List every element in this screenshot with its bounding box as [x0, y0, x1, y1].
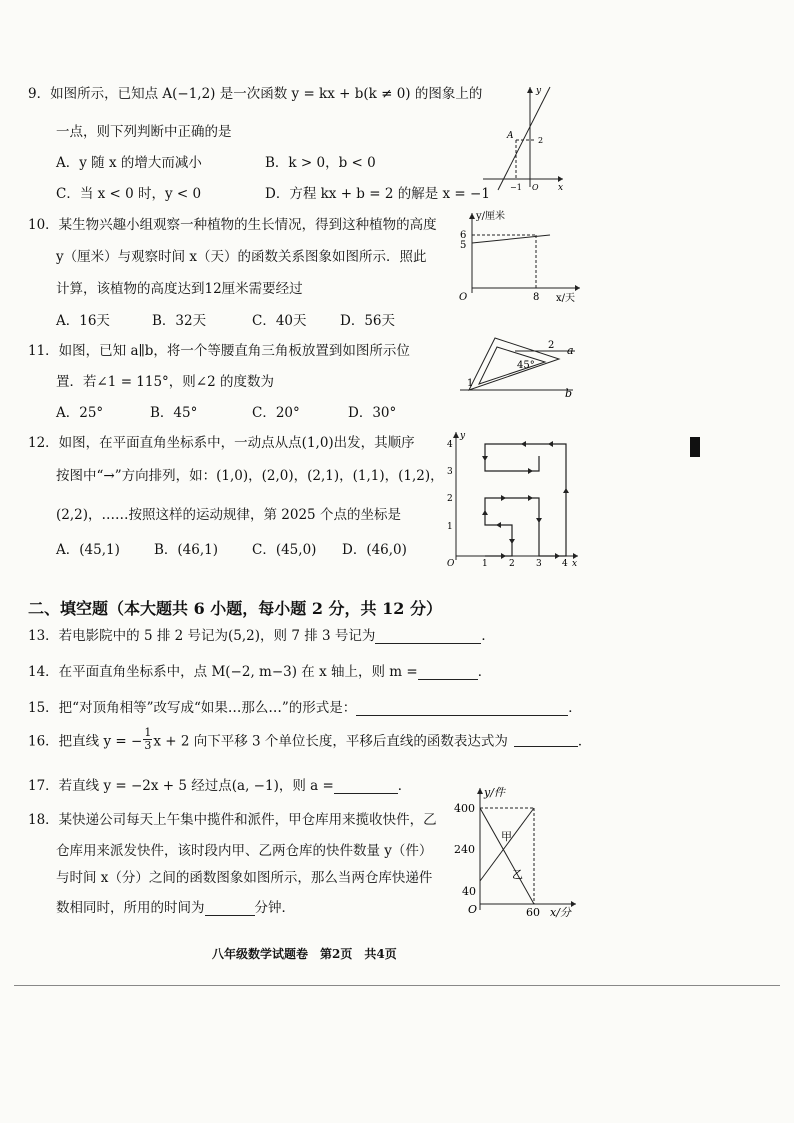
q12-y-tick-4: 4 — [447, 440, 453, 450]
q18-origin: O — [468, 903, 478, 916]
q13-blank — [375, 629, 481, 644]
q12-line3: (2,2)，……按照这样的运动规律，第 2025 个点的坐标是 — [56, 507, 401, 523]
q9-origin: O — [532, 183, 539, 192]
q18-x-label: x/分 — [550, 906, 571, 919]
q18-line1: 18．某快递公司每天上午集中揽件和派件，甲仓库用来揽收快件，乙 — [28, 812, 437, 828]
q10-x-label: x/天 — [556, 293, 576, 304]
q15-period: ． — [568, 700, 582, 716]
q11-option-a: A．25° — [56, 405, 104, 421]
q12-graph — [444, 428, 584, 568]
q17-blank — [334, 779, 398, 794]
q12-y-tick-1: 1 — [447, 522, 453, 532]
q9-option-a: A．y 随 x 的增大而减小 — [56, 155, 202, 171]
q16-fraction — [143, 727, 152, 752]
q10-x-tick: 8 — [533, 292, 540, 303]
q18-line4 — [56, 896, 295, 916]
q10-graph — [452, 205, 592, 305]
q18-line2: 仓库用来派发快件，该时段内甲、乙两仓库的快件数量 y（件） — [56, 843, 433, 859]
q9-option-d: D．方程 kx + b = 2 的解是 x = −1 — [265, 186, 490, 202]
q10-line2: y（厘米）与观察时间 x（天）的函数关系图象如图所示．照此 — [56, 249, 427, 265]
q12-x-label: x — [572, 559, 578, 568]
q18-y-240: 240 — [454, 843, 475, 856]
q13-text: 13．若电影院中的 5 排 2 号记为(5,2)，则 7 排 3 号记为 — [28, 628, 376, 644]
q11-label-a: a — [567, 344, 574, 357]
q12-y-label: y — [460, 431, 466, 441]
q16-blank — [514, 732, 578, 747]
q12-x-tick-3: 3 — [536, 559, 542, 568]
scan-bottom-rule — [14, 985, 780, 986]
q12-x-tick-2: 2 — [509, 559, 515, 568]
q12-origin: O — [447, 559, 455, 568]
q9-point-label: A — [507, 131, 514, 141]
q15-blank — [356, 701, 568, 716]
q9-x-tick: −1 — [510, 183, 522, 192]
q11-graph — [455, 335, 585, 400]
q14-blank — [418, 665, 478, 680]
q10-y-tick-5: 5 — [460, 240, 467, 251]
q10-line1: 10．某生物兴趣小组观察一种植物的生长情况，得到这种植物的高度 — [28, 217, 437, 233]
q12-x-tick-1: 1 — [482, 559, 488, 568]
q18-line3: 与时间 x（分）之间的函数图象如图所示，那么当两仓库快递件 — [56, 870, 433, 886]
q10-option-d: D．56天 — [340, 313, 396, 329]
q18-y-40: 40 — [462, 885, 476, 898]
q10-line3: 计算，该植物的高度达到12厘米需要经过 — [56, 281, 303, 297]
q10-option-a: A．16天 — [56, 313, 110, 329]
q15-text: 15．把“对顶角相等”改写成“如果…那么…”的形式是： — [28, 700, 357, 716]
q10-y-label: y/厘米 — [476, 211, 506, 222]
q11-label-b: b — [565, 387, 573, 400]
q9-graph — [478, 82, 568, 192]
q15 — [28, 696, 582, 716]
q11-angle1: 1 — [467, 378, 474, 389]
q14-text: 14．在平面直角坐标系中，点 M(−2, m−3) 在 x 轴上，则 m = — [28, 664, 418, 680]
q18-x-60: 60 — [526, 906, 540, 919]
scan-mark — [690, 437, 700, 457]
q17-text: 17．若直线 y = −2x + 5 经过点(a, −1)，则 a = — [28, 778, 334, 794]
page-footer: 八年级数学试题卷 第2页 共4页 — [212, 947, 397, 961]
q11-angle2: 2 — [548, 340, 555, 351]
q9-x-label: x — [558, 183, 564, 192]
q18-y-label: y/件 — [484, 786, 505, 799]
q16-fraction-den: 3 — [144, 739, 152, 752]
q13 — [28, 624, 495, 644]
q11-angle45: 45° — [517, 360, 535, 371]
q16-text-a: 16．把直线 y = − — [28, 733, 143, 750]
q9-option-b: B．k > 0，b < 0 — [265, 155, 376, 171]
q9-y-tick: 2 — [538, 136, 544, 145]
q18-y-400: 400 — [454, 802, 475, 815]
q10-origin: O — [459, 292, 468, 303]
q16-fraction-num: 1 — [144, 726, 152, 739]
q16-text-b: x + 2 向下平移 3 个单位长度，平移后直线的函数表达式为 — [153, 733, 508, 750]
q13-period: ． — [481, 628, 495, 644]
q9-y-label: y — [536, 86, 542, 96]
q9-line2: 一点，则下列判断中正确的是 — [56, 124, 232, 140]
q12-option-a: A．(45,1) — [56, 542, 120, 558]
q18-label-yi: 乙 — [512, 868, 523, 881]
q10-y-tick-6: 6 — [460, 230, 467, 241]
q18-line4-b: 分钟． — [254, 900, 295, 916]
q18-line4-a: 数相同时，所用的时间为 — [56, 900, 205, 916]
q17-period: ． — [397, 778, 412, 794]
q18-blank — [205, 901, 255, 916]
q12-y-tick-2: 2 — [447, 494, 453, 504]
q17 — [28, 774, 411, 794]
q14-period: ． — [477, 664, 492, 680]
q9-line1: 9．如图所示，已知点 A(−1,2) 是一次函数 y = kx + b(k ≠ 0) 的图象上的 — [28, 86, 483, 102]
q10-option-c: C．40天 — [252, 313, 307, 329]
q11-line1: 11．如图，已知 a∥b，将一个等腰直角三角板放置到如图所示位 — [28, 343, 410, 359]
q12-line2: 按图中“→”方向排列，如：(1,0)，(2,0)，(2,1)，(1,1)，(1,2)， — [56, 468, 444, 484]
q12-line1: 12．如图，在平面直角坐标系中，一动点从点(1,0)出发，其顺序 — [28, 435, 415, 451]
q11-option-d: D．30° — [348, 405, 397, 421]
q11-option-b: B．45° — [150, 405, 198, 421]
q18-label-jia: 甲 — [501, 830, 512, 843]
section2-title: 二、填空题（本大题共 6 小题，每小题 2 分，共 12 分） — [28, 599, 442, 618]
q11-option-c: C．20° — [252, 405, 300, 421]
q12-y-tick-3: 3 — [447, 467, 453, 477]
q11-line2: 置．若∠1 = 115°，则∠2 的度数为 — [56, 374, 275, 390]
q12-x-tick-4: 4 — [562, 559, 568, 568]
q12-option-c: C．(45,0) — [252, 542, 317, 558]
q9-option-c: C．当 x < 0 时，y < 0 — [56, 186, 202, 202]
q18-graph — [454, 784, 580, 924]
q16 — [28, 727, 591, 752]
q12-option-d: D．(46,0) — [342, 542, 407, 558]
q10-option-b: B．32天 — [152, 313, 207, 329]
q14 — [28, 660, 491, 680]
q12-option-b: B．(46,1) — [154, 542, 219, 558]
q16-period: ． — [577, 733, 592, 750]
